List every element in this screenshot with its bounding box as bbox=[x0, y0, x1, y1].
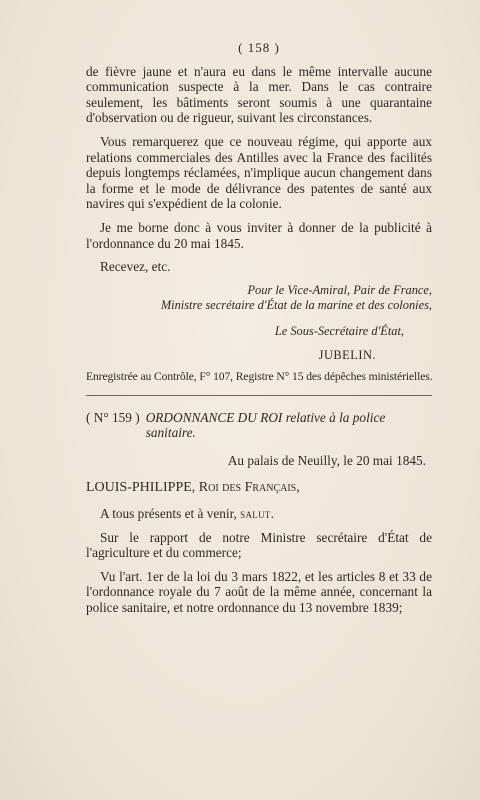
place-and-date: Au palais de Neuilly, le 20 mai 1845. bbox=[227, 452, 426, 468]
king-name: LOUIS-PHILIPPE, bbox=[86, 480, 196, 496]
greeting bbox=[86, 506, 432, 522]
king-title: Roi des Français, bbox=[195, 480, 300, 496]
paragraph-quarantine: de fièvre jaune et n'aura eu dans le même intervalle aucune communication suspecte à la mer. Dans le cas contraire seulement, les bâtiments seront soumis à une quarantaine d'observation ou de rigueur, suivant les circonstances. bbox=[86, 63, 432, 126]
section-divider bbox=[86, 395, 432, 396]
registration-note: Enregistrée au Contrôle, F° 107, Registre N° 15 des dépêches ministérielles. bbox=[86, 370, 433, 384]
ordonnance-title bbox=[146, 410, 432, 441]
page-number: ( 158 ) bbox=[238, 40, 280, 55]
ordonnance-title-rest: relative à la police sanitaire. bbox=[145, 409, 386, 441]
king-line bbox=[86, 480, 432, 496]
paragraph-new-regime: Vous remarquerez que ce nouveau régime, qui apporte aux relations commerciales des Antilles avec la France des facilités depuis longtemps réclamées, n'implique aucun changement dans la forme et le mode de délivrance des patentes de santé aux navires qui s'expédient de la colonie. bbox=[86, 133, 432, 212]
greeting-text: A tous présents et à venir, bbox=[100, 506, 241, 522]
greeting-salut: salut. bbox=[240, 506, 275, 522]
ordonnance-title-caps: ORDONNANCE DU ROI bbox=[145, 409, 283, 425]
signatory-name: JUBELIN. bbox=[318, 347, 376, 362]
signature-line-undersecretary: Le Sous-Secrétaire d'État, bbox=[274, 323, 404, 338]
closing-formula: Recevez, etc. bbox=[100, 259, 171, 275]
paragraph-vu: Vu l'art. 1er de la loi du 3 mars 1822, et les articles 8 et 33 de l'ordonnance royale du 7 août de la même année, concernant la police sanitaire, et notre ordonnance du 13 novembre 1839; bbox=[86, 568, 432, 616]
page-text-block bbox=[86, 40, 432, 624]
ordonnance-heading bbox=[86, 410, 432, 441]
paragraph-publicity: Je me borne donc à vous inviter à donner de la publicité à l'ordonnance du 20 mai 1845. bbox=[86, 219, 432, 251]
signature-line-vice-admiral: Pour le Vice-Amiral, Pair de France, bbox=[247, 282, 432, 297]
paragraph-report: Sur le rapport de notre Ministre secrétaire d'État de l'agriculture et du commerce; bbox=[86, 529, 432, 561]
signature-line-minister: Ministre secrétaire d'État de la marine et des colonies, bbox=[160, 298, 432, 313]
ordonnance-number: ( N° 159 ) bbox=[86, 409, 140, 425]
